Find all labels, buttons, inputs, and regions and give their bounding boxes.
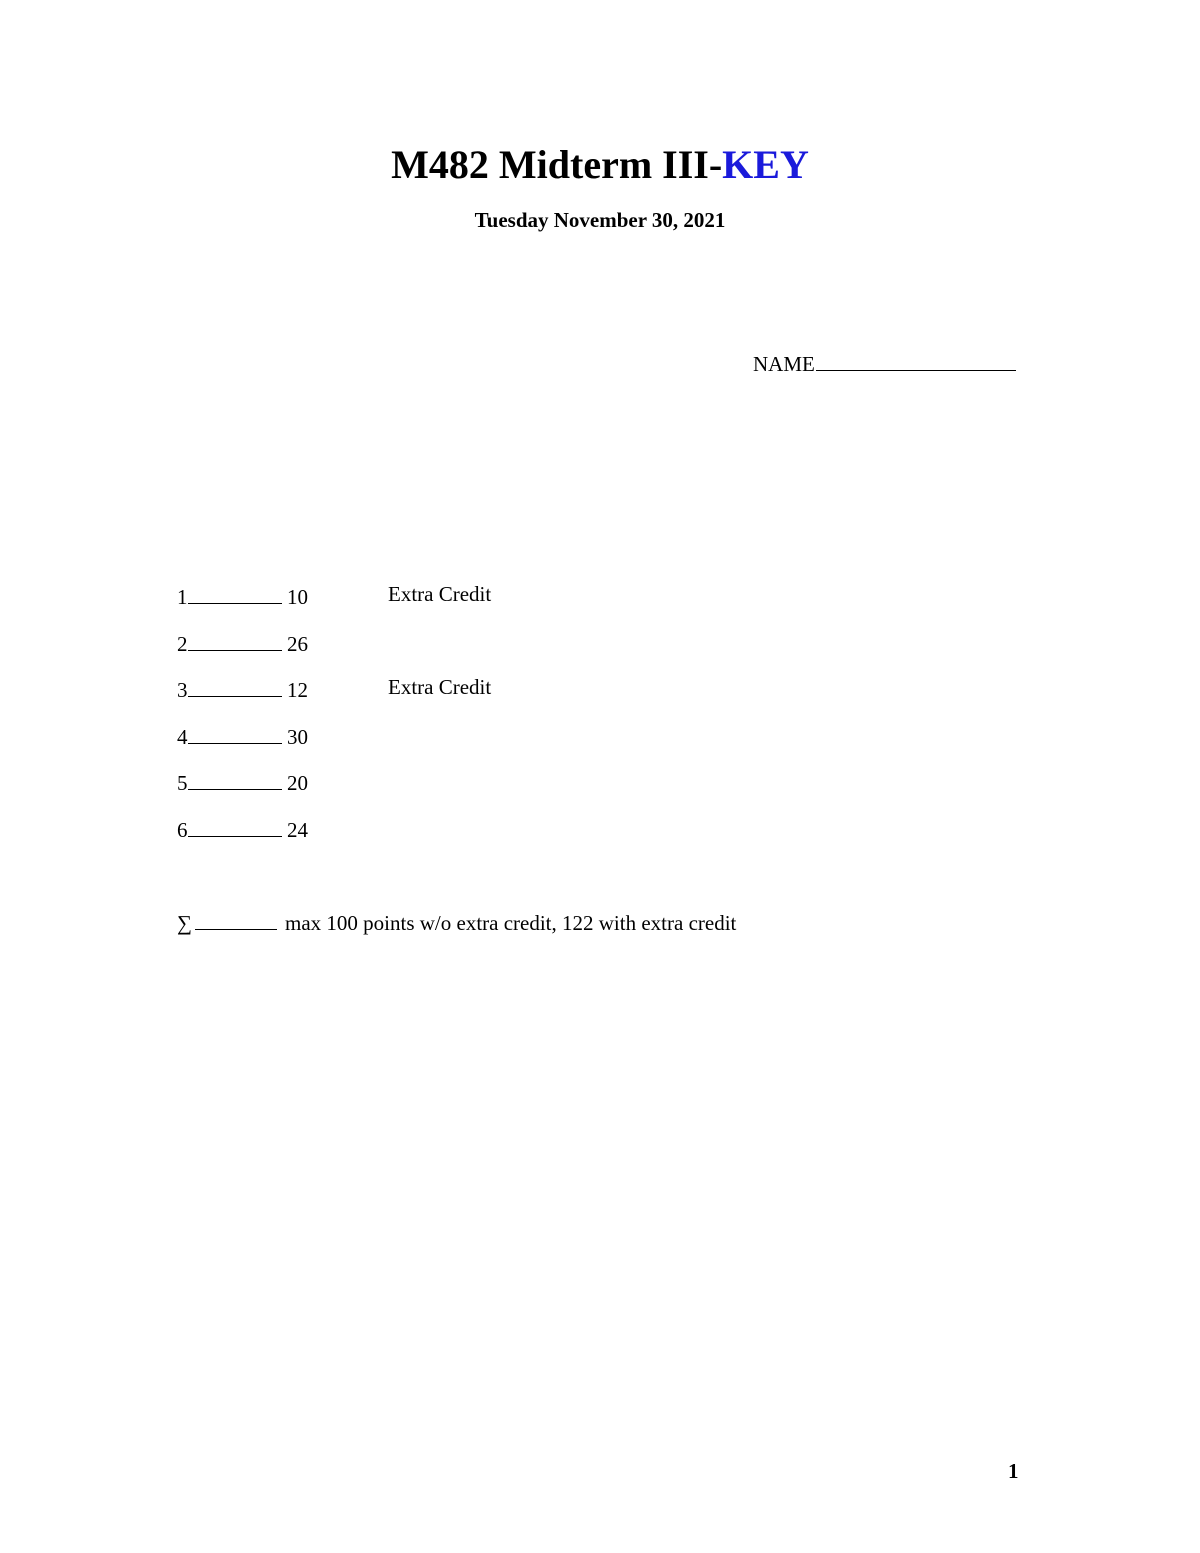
score-blank	[188, 628, 282, 651]
sum-icon: ∑	[177, 911, 192, 935]
score-row-2	[177, 628, 387, 654]
problem-number: 6	[177, 818, 188, 842]
page-title	[0, 142, 1200, 188]
problem-number: 4	[177, 725, 188, 749]
problem-points: 10	[287, 585, 308, 609]
problem-points: 30	[287, 725, 308, 749]
problem-points: 12	[287, 678, 308, 702]
total-note: max 100 points w/o extra credit, 122 with extra credit	[285, 911, 737, 935]
problem-points: 24	[287, 818, 308, 842]
extra-credit-label: Extra Credit	[388, 675, 492, 699]
extra-credit-label: Extra Credit	[388, 582, 492, 606]
name-blank	[816, 348, 1016, 371]
score-row-3	[177, 674, 492, 702]
score-row-5	[177, 767, 387, 793]
title-key: KEY	[722, 142, 809, 187]
score-blank	[188, 721, 282, 744]
total-blank	[195, 907, 277, 930]
problem-number: 5	[177, 771, 188, 795]
problem-number: 2	[177, 632, 188, 656]
score-blank	[188, 581, 282, 604]
exam-date: Tuesday November 30, 2021	[474, 208, 726, 232]
page-number: 1	[1008, 1459, 1019, 1483]
score-row-1	[177, 581, 492, 609]
score-blank	[188, 767, 282, 790]
problem-number: 3	[177, 678, 188, 702]
problem-points: 20	[287, 771, 308, 795]
score-row-6	[177, 814, 387, 840]
score-row-4	[177, 721, 387, 747]
problem-number: 1	[177, 585, 188, 609]
name-label: NAME	[753, 352, 815, 376]
score-blank	[188, 814, 282, 837]
total-row	[177, 907, 736, 936]
title-main: M482 Midterm III-	[391, 142, 723, 187]
score-blank	[188, 674, 282, 697]
problem-points: 26	[287, 632, 308, 656]
name-field	[753, 348, 1016, 377]
